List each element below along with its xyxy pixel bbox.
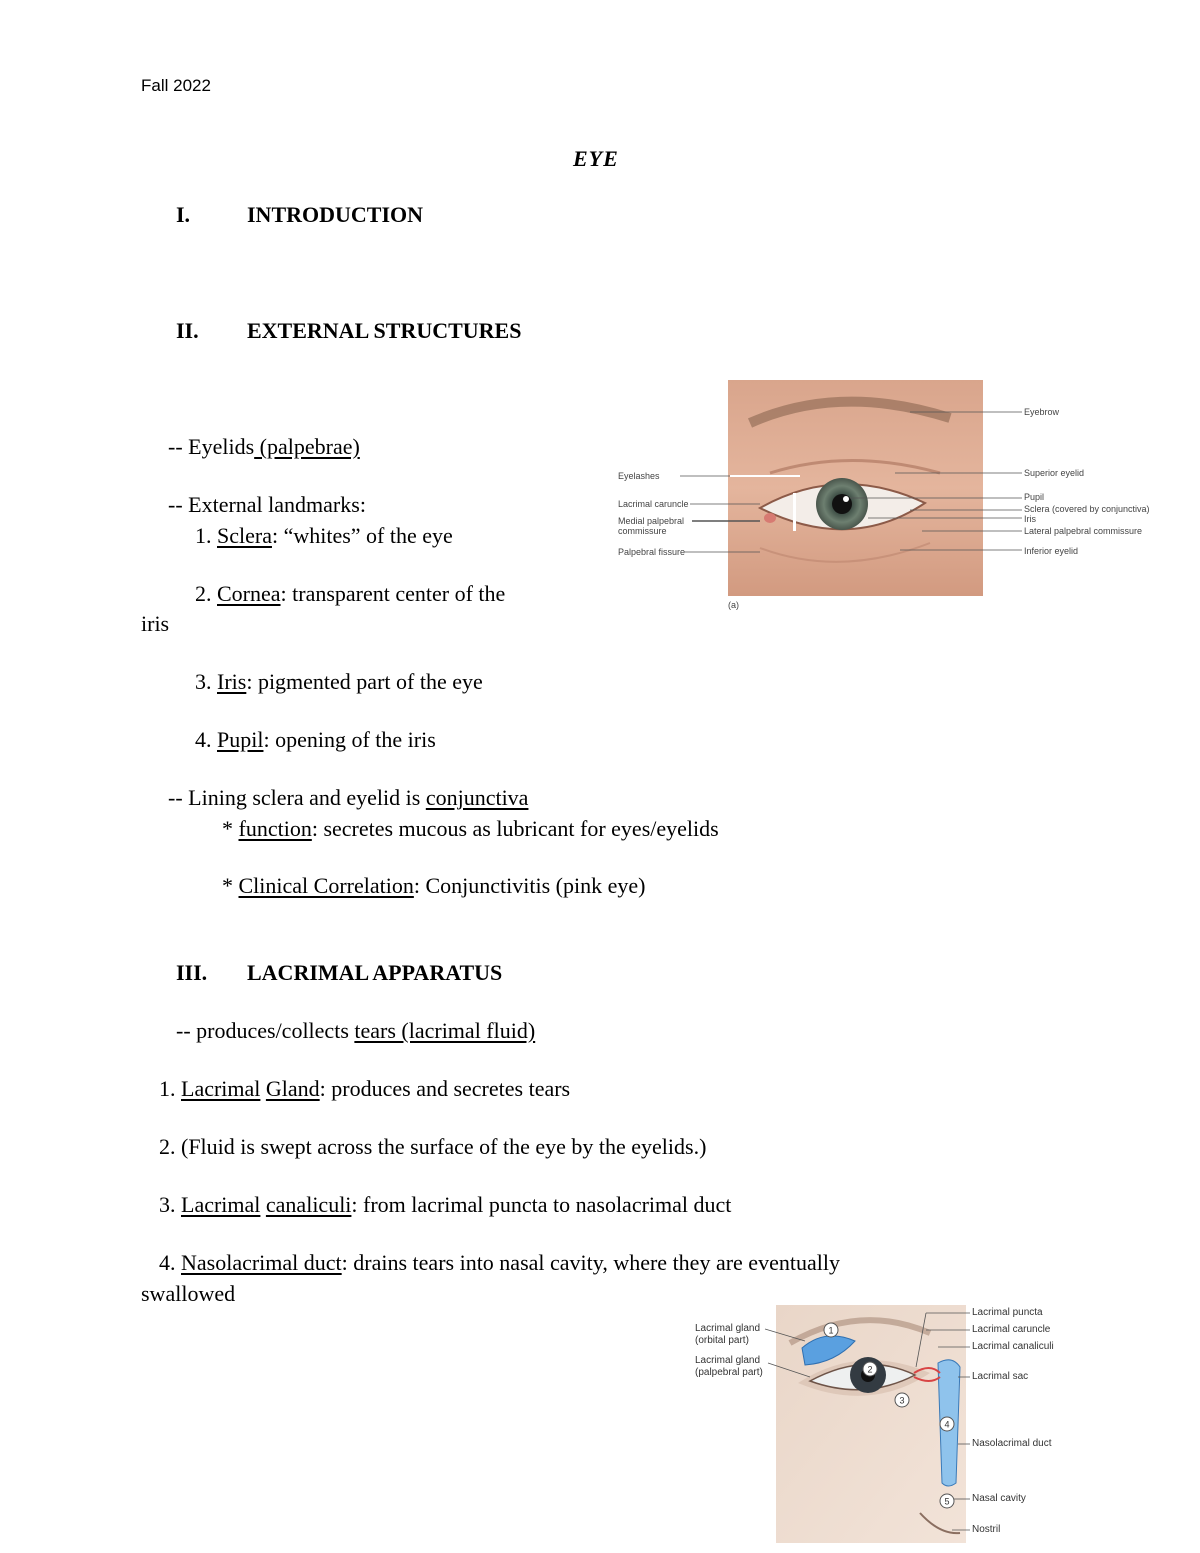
- page-header-semester: Fall 2022: [141, 76, 211, 95]
- eyelids-prefix: -- Eyelids: [168, 434, 255, 459]
- landmark-desc: : pigmented part of the eye: [246, 669, 483, 694]
- figure2-label-palpebral-part: (palpebral part): [695, 1367, 763, 1378]
- landmark-desc: : “whites” of the eye: [271, 523, 453, 548]
- figure2-label-caruncle: Lacrimal caruncle: [972, 1324, 1051, 1335]
- external-landmarks-heading: -- External landmarks:: [168, 492, 366, 517]
- lacrimal-term: Lacrimal: [181, 1192, 261, 1217]
- section-number-external: II.: [176, 318, 199, 343]
- lacrimal-num: 1.: [159, 1076, 181, 1101]
- svg-text:4: 4: [944, 1419, 950, 1430]
- figure1-label-superior-eyelid: Superior eyelid: [1024, 468, 1085, 478]
- external-eye-figure: [610, 378, 1150, 613]
- lacrimal-term-2: Gland: [265, 1076, 320, 1101]
- landmark-term: Pupil: [217, 727, 264, 752]
- function-term: function: [238, 816, 312, 841]
- landmark-desc: : opening of the iris: [263, 727, 436, 752]
- lining-line: [168, 785, 528, 811]
- lacrimal-item-duct: [159, 1250, 840, 1276]
- figure1-label-iris: Iris: [1024, 514, 1036, 524]
- figure1-label-inferior-eyelid: Inferior eyelid: [1024, 546, 1079, 556]
- landmark-desc-continued: iris: [141, 611, 170, 636]
- page-title: EYE: [573, 146, 619, 171]
- lining-term: conjunctiva: [425, 785, 529, 810]
- figure1-label-eyebrow: Eyebrow: [1024, 407, 1060, 417]
- lacrimal-desc: : produces and secretes tears: [319, 1076, 571, 1101]
- landmark-num: 2.: [195, 581, 212, 606]
- landmark-term: Iris: [217, 669, 247, 694]
- figure2-label-nasal-cavity: Nasal cavity: [972, 1493, 1026, 1504]
- lacrimal-desc: (Fluid is swept across the surface of the eye by the eyelids.): [181, 1134, 707, 1159]
- section-number-intro: I.: [176, 202, 191, 227]
- landmark-num: 3.: [195, 669, 212, 694]
- lacrimal-item-gland: [159, 1076, 570, 1102]
- function-desc: : secretes mucous as lubricant for eyes/eyelids: [311, 816, 719, 841]
- figure1-label-lateral-commissure: Lateral palpebral commissure: [1024, 526, 1143, 536]
- lining-prefix: -- Lining sclera and eyelid is: [168, 785, 426, 810]
- svg-text:1: 1: [828, 1325, 834, 1336]
- landmark-desc: : transparent center of the: [280, 581, 506, 606]
- figure2-label-nostril: Nostril: [972, 1524, 1001, 1535]
- svg-text:2: 2: [867, 1364, 873, 1375]
- landmark-item-pupil: [195, 727, 436, 753]
- svg-text:5: 5: [944, 1496, 950, 1507]
- function-star: *: [222, 816, 239, 841]
- clinical-star: *: [222, 873, 239, 898]
- figure1-label-caruncle: Lacrimal caruncle: [618, 499, 689, 509]
- landmark-item-sclera: [195, 523, 453, 549]
- section-title-intro: INTRODUCTION: [247, 202, 424, 227]
- figure1-panel-label: (a): [728, 600, 739, 610]
- lacrimal-num: 3.: [159, 1192, 181, 1217]
- landmark-item-iris: [195, 669, 483, 695]
- landmark-num: 4.: [195, 727, 212, 752]
- function-line: [222, 816, 719, 842]
- lacrimal-desc-continued: swallowed: [141, 1281, 236, 1306]
- section-title-external: EXTERNAL STRUCTURES: [247, 318, 522, 343]
- figure1-label-commissure: commissure: [618, 526, 667, 536]
- lacrimal-term-2: canaliculi: [265, 1192, 352, 1217]
- figure2-label-puncta: Lacrimal puncta: [972, 1307, 1043, 1318]
- landmark-term: Sclera: [217, 523, 272, 548]
- figure2-label-palpebral-gland: Lacrimal gland: [695, 1355, 761, 1366]
- lacrimal-item-fluid: [159, 1134, 706, 1160]
- figure1-label-palpebral-fissure: Palpebral fissure: [618, 547, 686, 557]
- figure1-label-pupil: Pupil: [1024, 492, 1045, 502]
- figure2-label-orbital-part: (orbital part): [695, 1335, 749, 1346]
- lacrimal-desc: : from lacrimal puncta to nasolacrimal duct: [351, 1192, 732, 1217]
- figure2-label-canaliculi: Lacrimal canaliculi: [972, 1341, 1054, 1352]
- figure2-label-sac: Lacrimal sac: [972, 1371, 1029, 1382]
- lacrimal-item-canaliculi: [159, 1192, 731, 1218]
- lacrimal-num: 2.: [159, 1134, 181, 1159]
- clinical-desc: : Conjunctivitis (pink eye): [413, 873, 646, 898]
- eyelids-line: [168, 434, 360, 460]
- section-title-lacrimal: LACRIMAL APPARATUS: [247, 960, 503, 985]
- lacrimal-intro-term: tears (lacrimal fluid): [354, 1018, 536, 1043]
- landmark-num: 1.: [195, 523, 212, 548]
- figure1-label-eyelashes: Eyelashes: [618, 471, 660, 481]
- eyelids-term: (palpebrae): [254, 434, 360, 459]
- figure1-label-medial-palpebral: Medial palpebral: [618, 516, 685, 526]
- figure2-label-orbital-gland: Lacrimal gland: [695, 1323, 761, 1334]
- clinical-term: Clinical Correlation: [238, 873, 414, 898]
- lacrimal-term: Lacrimal: [181, 1076, 261, 1101]
- svg-text:3: 3: [899, 1395, 905, 1406]
- lacrimal-desc: : drains tears into nasal cavity, where they are eventually: [341, 1250, 840, 1275]
- figure1-label-sclera: Sclera (covered by conjunctiva): [1024, 504, 1150, 514]
- lacrimal-term: Nasolacrimal duct: [181, 1250, 342, 1275]
- clinical-line: [222, 873, 645, 899]
- external-eye-illustration: [610, 378, 1150, 613]
- lacrimal-intro-line: [176, 1018, 535, 1044]
- landmark-term: Cornea: [217, 581, 281, 606]
- lacrimal-apparatus-figure: [690, 1303, 1070, 1545]
- lacrimal-num: 4.: [159, 1250, 181, 1275]
- landmark-item-cornea: [195, 581, 505, 607]
- lacrimal-intro-prefix: -- produces/collects: [176, 1018, 355, 1043]
- figure2-label-nasolacrimal-duct: Nasolacrimal duct: [972, 1438, 1052, 1449]
- section-number-lacrimal: III.: [176, 960, 208, 985]
